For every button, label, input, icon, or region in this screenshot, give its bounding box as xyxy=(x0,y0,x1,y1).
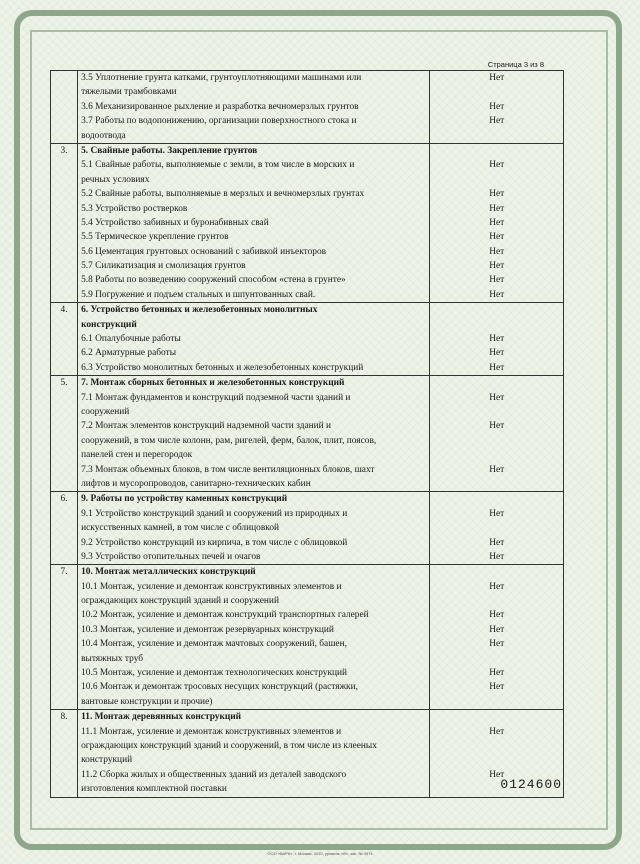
permission-value: Нет xyxy=(489,682,505,693)
work-item-text: 5.8 Работы по возведению сооружений способом «стена в грунте» xyxy=(81,275,346,286)
permission-value xyxy=(433,695,560,709)
work-description-cell xyxy=(78,143,430,302)
permission-value: Нет xyxy=(489,551,505,562)
permission-value: Нет xyxy=(489,160,505,171)
serial-number: 0124600 xyxy=(500,777,562,792)
permission-value: Нет xyxy=(489,639,505,650)
permission-value: Нет xyxy=(489,769,505,780)
permission-value xyxy=(433,753,560,767)
work-item-text: 10.6 Монтаж и демонтаж тросовых несущих конструкций (растяжки, xyxy=(81,682,358,693)
work-item-text: 10.3 Монтаж, усиление и демонтаж резервуарных конструкций xyxy=(81,624,334,635)
work-item-text: 10.1 Монтаж, усиление и демонтаж конструктивных элементов и xyxy=(81,581,342,592)
work-item-text: 5.3 Устройство ростверков xyxy=(81,203,188,214)
permission-value xyxy=(433,318,560,332)
permission-value: Нет xyxy=(489,581,505,592)
row-number xyxy=(51,71,78,144)
work-item-text: искусственных камней, в том числе с облицовкой xyxy=(81,523,280,534)
section-title: 9. Работы по устройству каменных конструкций xyxy=(81,494,288,505)
permission-value xyxy=(433,594,560,608)
permission-value xyxy=(433,376,560,390)
permission-cell xyxy=(430,71,564,144)
permission-cell xyxy=(430,565,564,710)
section-title: 10. Монтаж металлических конструкций xyxy=(81,567,256,578)
work-description-cell xyxy=(78,492,430,565)
section-title: 11. Монтаж деревянных конструкций xyxy=(81,712,242,723)
permission-value xyxy=(433,492,560,506)
work-item-text: сооружений xyxy=(81,406,130,417)
permission-value xyxy=(433,173,560,187)
work-item-text: конструкций xyxy=(81,755,133,766)
permission-value: Нет xyxy=(489,101,505,112)
work-item-text: 5.1 Свайные работы, выполняемые с земли, в том числе в морских и xyxy=(81,160,355,171)
page-label: Страница 3 из 8 xyxy=(487,60,544,69)
permission-value: Нет xyxy=(489,232,505,243)
work-item-text: 9.2 Устройство конструкций из кирпича, в том числе с облицовкой xyxy=(81,537,348,548)
work-item-text: 7.1 Монтаж фундаментов и конструкций подземной части зданий и xyxy=(81,392,351,403)
permission-cell xyxy=(430,303,564,376)
permission-value: Нет xyxy=(489,464,505,475)
permission-value: Нет xyxy=(489,348,505,359)
work-item-text: 5.7 Силикатизация и смолизация грунтов xyxy=(81,261,246,272)
permission-value xyxy=(433,521,560,535)
work-description-cell xyxy=(78,303,430,376)
work-item-text: сооружений, в том числе колонн, рам, ригелей, ферм, балок, плит, поясов, xyxy=(81,435,377,446)
work-item-text: 11.1 Монтаж, усиление и демонтаж конструктивных элементов и xyxy=(81,726,342,737)
row-number: 7. xyxy=(51,565,78,710)
work-description-cell xyxy=(78,71,430,144)
permission-value: Нет xyxy=(489,537,505,548)
permission-value: Нет xyxy=(489,668,505,679)
work-item-text: вантовые конструкции и прочие) xyxy=(81,696,213,707)
permission-value xyxy=(433,448,560,462)
work-item-text: лифтов и мусоропроводов, санитарно-технических кабин xyxy=(81,478,311,489)
work-item-text: 10.2 Монтаж, усиление и демонтаж конструкций транспортных галерей xyxy=(81,610,369,621)
permission-value: Нет xyxy=(489,392,505,403)
permission-cell xyxy=(430,143,564,302)
permission-value xyxy=(433,129,560,143)
row-number: 6. xyxy=(51,492,78,565)
table-row xyxy=(51,376,564,492)
work-description-cell xyxy=(78,710,430,797)
permission-value: Нет xyxy=(489,116,505,127)
permission-value: Нет xyxy=(489,246,505,257)
table-row xyxy=(51,565,564,710)
permission-value xyxy=(433,477,560,491)
permission-value xyxy=(433,652,560,666)
permission-value: Нет xyxy=(489,275,505,286)
permission-value: Нет xyxy=(489,217,505,228)
permission-value xyxy=(433,144,560,158)
work-item-text: ограждающих конструкций зданий и сооружений xyxy=(81,596,279,607)
work-item-text: речных условиях xyxy=(81,174,150,185)
work-item-text: 5.9 Погружение и подъем стальных и шпунтованных свай. xyxy=(81,289,316,300)
work-item-text: 6.3 Устройство монолитных бетонных и железобетонных конструкций xyxy=(81,362,364,373)
permission-value: Нет xyxy=(489,189,505,200)
permission-value xyxy=(433,710,560,724)
section-title: конструкций xyxy=(81,319,137,330)
permission-value: Нет xyxy=(489,726,505,737)
section-title: 7. Монтаж сборных бетонных и железобетонных конструкций xyxy=(81,378,345,389)
permission-value xyxy=(433,405,560,419)
work-item-text: 6.1 Опалубочные работы xyxy=(81,334,181,345)
permission-value: Нет xyxy=(489,362,505,373)
permission-value: Нет xyxy=(489,334,505,345)
permission-value xyxy=(433,434,560,448)
table-row xyxy=(51,143,564,302)
work-item-text: 11.2 Сборка жилых и общественных зданий из деталей заводского xyxy=(81,769,347,780)
work-types-table xyxy=(50,70,564,798)
work-item-text: 3.6 Механизированное рыхление и разработка вечномерзлых грунтов xyxy=(81,101,359,112)
permission-value xyxy=(433,303,560,317)
permission-cell xyxy=(430,492,564,565)
work-item-text: 3.5 Уплотнение грунта катками, грунтоуплотняющими машинами или xyxy=(81,73,362,83)
work-item-text: 3.7 Работы по водопонижению, организации поверхностного стока и xyxy=(81,116,357,127)
section-title: 5. Свайные работы. Закрепление грунтов xyxy=(81,145,258,156)
section-title: 6. Устройство бетонных и железобетонных монолитных xyxy=(81,305,318,316)
work-item-text: панелей стен и перегородок xyxy=(81,450,193,461)
table-row xyxy=(51,71,564,144)
row-number: 5. xyxy=(51,376,78,492)
work-item-text: 6.2 Арматурные работы xyxy=(81,348,177,359)
permission-value: Нет xyxy=(489,508,505,519)
row-number: 8. xyxy=(51,710,78,797)
work-item-text: 9.3 Устройство отопительных печей и очагов xyxy=(81,551,261,562)
permission-value: Нет xyxy=(489,73,505,83)
permission-value xyxy=(433,565,560,579)
work-item-text: ограждающих конструкций зданий и сооружений, в том числе из клееных xyxy=(81,740,377,751)
work-item-text: изготовления комплектной поставки xyxy=(81,784,227,795)
permission-value: Нет xyxy=(489,203,505,214)
printer-footer: ООО «ВАРК», г. Москва, 2010, уровень «В», зак. № 4574 xyxy=(267,851,373,856)
work-item-text: 7.2 Монтаж элементов конструкций надземной части зданий и xyxy=(81,421,332,432)
work-description-cell xyxy=(78,376,430,492)
work-item-text: водоотвода xyxy=(81,130,126,141)
permission-value: Нет xyxy=(489,261,505,272)
work-item-text: 5.6 Цементация грунтовых оснований с забивкой инъекторов xyxy=(81,246,327,257)
table-row xyxy=(51,492,564,565)
permission-value: Нет xyxy=(489,624,505,635)
permission-value: Нет xyxy=(489,289,505,300)
permission-value xyxy=(433,85,560,99)
row-number: 3. xyxy=(51,143,78,302)
work-item-text: тяжелыми трамбовками xyxy=(81,87,177,98)
work-item-text: 9.1 Устройство конструкций зданий и сооружений из природных и xyxy=(81,508,348,519)
work-item-text: 5.5 Термическое укрепление грунтов xyxy=(81,232,229,243)
permission-value xyxy=(433,739,560,753)
permission-cell xyxy=(430,376,564,492)
permission-value: Нет xyxy=(489,421,505,432)
work-item-text: 10.5 Монтаж, усиление и демонтаж технологических конструкций xyxy=(81,668,348,679)
table-row xyxy=(51,710,564,797)
permission-value: Нет xyxy=(489,610,505,621)
table-row xyxy=(51,303,564,376)
work-item-text: 5.2 Свайные работы, выполняемые в мерзлых и вечномерзлых грунтах xyxy=(81,189,365,200)
work-item-text: 7.3 Монтаж объемных блоков, в том числе вентиляционных блоков, шахт xyxy=(81,464,375,475)
work-description-cell xyxy=(78,565,430,710)
work-item-text: 10.4 Монтаж, усиление и демонтаж мачтовых сооружений, башен, xyxy=(81,639,347,650)
row-number: 4. xyxy=(51,303,78,376)
work-item-text: вытяжных труб xyxy=(81,653,144,664)
work-item-text: 5.4 Устройство забивных и буронабивных свай xyxy=(81,217,269,228)
